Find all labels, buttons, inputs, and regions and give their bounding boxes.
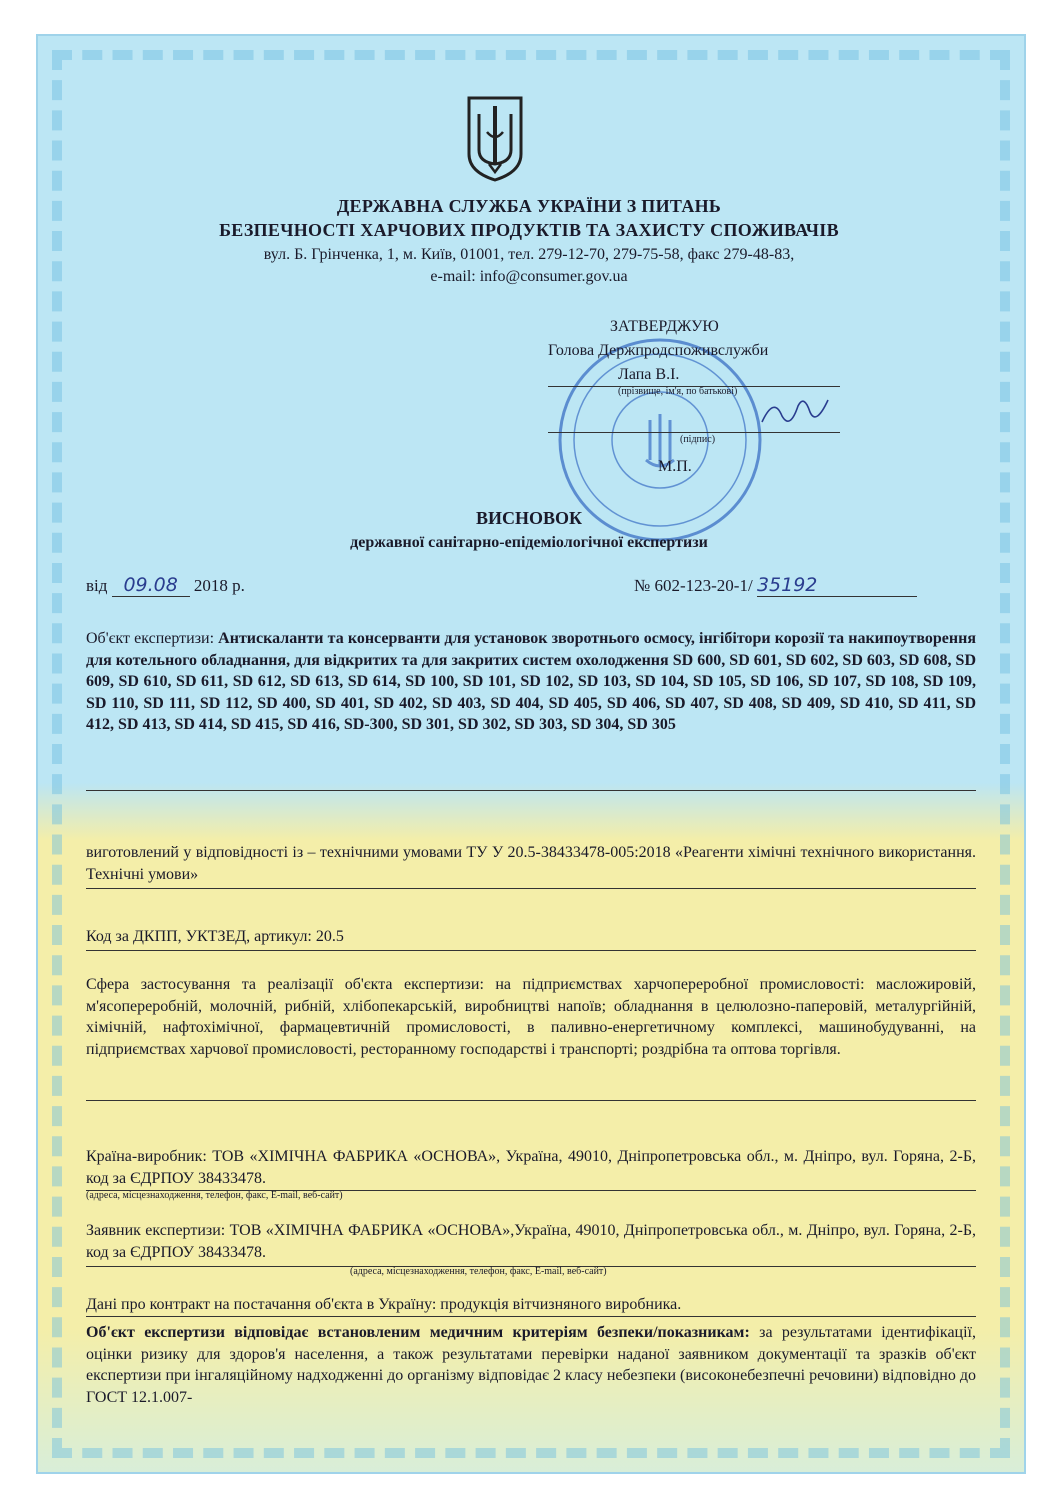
number-row	[634, 574, 917, 597]
code-rule	[86, 950, 976, 951]
number-prefix: № 602-123-20-1/	[634, 576, 753, 595]
date-prefix: від	[86, 576, 108, 595]
agency-name-line1: ДЕРЖАВНА СЛУЖБА УКРАЇНИ З ПИТАНЬ	[336, 196, 722, 216]
object-rule	[86, 790, 976, 791]
scope-rule	[86, 1100, 976, 1101]
approve-label: ЗАТВЕРДЖУЮ	[610, 318, 719, 335]
approver-position: Голова Держпродспоживслужби	[548, 342, 769, 359]
manufactured-text: виготовлений у відповідності із – технічними умовами ТУ У 20.5-38433478-005:2018 «Реагенти хімічні технічного використання. Технічні умови»	[86, 844, 976, 883]
scope-text: Сфера застосування та реалізації об'єкта експертизи: на підприємствах харчопереробної промисловості: масложировій, м'ясопереробній, молочній, рибній, хлібопекарській, виробництві напоїв; обладнання в целюлозно-паперовій, металургійній, хімічній, нафтохімічної, фармацевтичній промисловості, в паливно-енергетичному комплексі, машинобудуванні, на підприємствах харчової промисловості, ресторанному господарстві і транспорті; роздрібна та оптова торгівля.	[86, 976, 976, 1058]
agency-name-line2: БЕЗПЕЧНОСТІ ХАРЧОВИХ ПРОДУКТІВ ТА ЗАХИСТУ СПОЖИВАЧІВ	[219, 220, 839, 240]
name-caption: (прізвище, ім'я, по батькові)	[618, 386, 738, 397]
applicant-caption: (адреса, місцезнаходження, телефон, факс, E-mail, веб-сайт)	[350, 1266, 607, 1277]
conclusion-section	[86, 1322, 976, 1408]
document-title: ВИСНОВОК	[475, 508, 583, 528]
trident-emblem-icon	[465, 92, 525, 182]
conclusion-bold: Об'єкт експертизи відповідає встановленим медичним критеріям безпеки/показникам:	[86, 1324, 750, 1341]
agency-email: e-mail: info@consumer.gov.ua	[430, 268, 628, 285]
date-suffix: 2018 р.	[193, 576, 245, 595]
agency-address: вул. Б. Грінченка, 1, м. Київ, 01001, тел. 279-12-70, 279-75-58, факс 279-48-83,	[263, 246, 795, 263]
approver-name: Лапа В.І.	[618, 366, 680, 383]
stamp-place-label: М.П.	[658, 458, 692, 475]
contract-text: Дані про контракт на постачання об'єкта в Україну: продукція вітчизняного виробника.	[86, 1296, 682, 1313]
date-row	[86, 574, 245, 597]
applicant-text: Заявник експертизи: ТОВ «ХІМІЧНА ФАБРИКА «ОСНОВА»,Україна, 49010, Дніпропетровська обл., м. Дніпро, вул. Горяна, 2-Б, код за ЄДРПОУ 38433478.	[86, 1222, 976, 1261]
manufactured-rule	[86, 888, 976, 889]
conclusion-text: за результатами ідентифікації, оцінки ризику для здоров'я населення, а також результатами перевірки наданої заявником документації та зразків об'єкт експертизи при інгаляційному надходженні до організму відповідає 2 класу небезпеки (високонебезпечні речовини) відповідно до ГОСТ 12.1.007-	[86, 1324, 977, 1406]
code-text: Код за ДКПП, УКТЗЕД, артикул: 20.5	[86, 928, 344, 945]
contract-rule	[86, 1316, 976, 1317]
object-section	[86, 628, 976, 736]
producer-text: Країна-виробник: ТОВ «ХІМІЧНА ФАБРИКА «ОСНОВА», Україна, 49010, Дніпропетровська обл., м. Дніпро, вул. Горяна, 2-Б, код за ЄДРПОУ 38433478.	[86, 1148, 976, 1187]
handwritten-signature	[760, 392, 830, 432]
object-label: Об'єкт експертизи:	[86, 630, 215, 647]
sign-caption: (підпис)	[680, 434, 716, 445]
number-handwritten: 35192	[757, 574, 917, 597]
document-subtitle: державної санітарно-епідеміологічної експертизи	[350, 534, 708, 551]
sign-rule	[548, 432, 840, 433]
object-text: Антискаланти та консерванти для установок зворотнього осмосу, інгібітори корозії та накипоутворення для котельного обладнання, для відкритих та для закритих систем охолодження SD 600, SD 601, SD 602, SD 603, SD 608, SD 609, SD 610, SD 611, SD 612, SD 613, SD 614, SD 100, SD 101, SD 102, SD 103, SD 104, SD 105, SD 106, SD 107, SD 108, SD 109, SD 110, SD 111, SD 112, SD 400, SD 401, SD 402, SD 403, SD 404, SD 405, SD 406, SD 407, SD 408, SD 409, SD 410, SD 411, SD 412, SD 413, SD 414, SD 415, SD 416, SD-300, SD 301, SD 302, SD 303, SD 304, SD 305	[86, 630, 976, 733]
producer-caption: (адреса, місцезнаходження, телефон, факс, E-mail, веб-сайт)	[86, 1190, 343, 1201]
date-handwritten: 09.08	[112, 574, 190, 597]
